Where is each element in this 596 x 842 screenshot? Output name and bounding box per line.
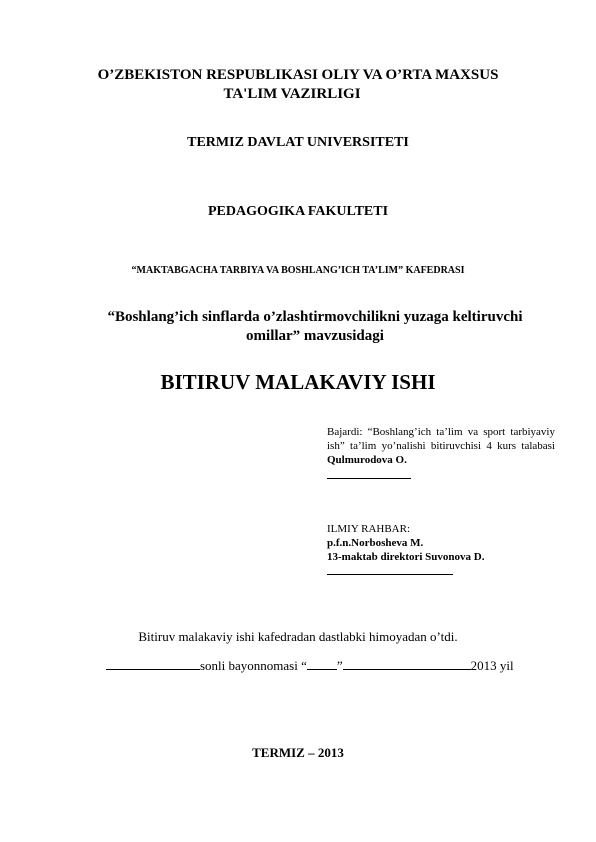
topic-line-1: “Boshlang’ich sinflarda o’zlashtirmovchilikni yuzaga keltiruvchi xyxy=(107,309,523,325)
department-name: “MAKTABGACHA TARBIYA VA BOSHLANG’ICH TA’LIM” KAFEDRASI xyxy=(131,265,465,276)
protocol-month-blank xyxy=(343,656,471,670)
footer-city-year: TERMIZ – 2013 xyxy=(252,745,344,760)
author-description: Bajardi: “Boshlang’ich ta’lim va sport tarbiyaviy ish” ta’lim yo’nalishi bitiruvchisi 4 kurs talabasi xyxy=(327,426,555,452)
thesis-title: BITIRUV MALAKAVIY ISHI xyxy=(160,370,436,394)
thesis-topic xyxy=(80,308,550,346)
topic-line-2: omillar” mavzusidagi xyxy=(246,328,384,344)
protocol-close-quote: ” xyxy=(336,658,343,673)
protocol-year: 2013 yil xyxy=(470,658,514,673)
author-signature-line xyxy=(327,468,411,479)
defense-statement: Bitiruv malakaviy ishi kafedradan dastlabki himoyadan o’tdi. xyxy=(138,629,458,644)
supervisor-heading: ILMIY RAHBAR: xyxy=(327,523,411,535)
supervisor-block xyxy=(327,522,555,575)
author-name: Qulmurodova O. xyxy=(327,454,407,466)
faculty-name: PEDAGOGIKA FAKULTETI xyxy=(207,204,389,219)
protocol-line xyxy=(106,656,514,674)
author-block xyxy=(327,425,555,479)
supervisor-name-2: 13-maktab direktori Suvonova D. xyxy=(327,551,485,563)
ministry-heading xyxy=(0,66,596,104)
protocol-number-blank xyxy=(106,656,200,670)
supervisor-signature-line xyxy=(327,565,453,575)
ministry-line-2: TA'LIM VAZIRLIGI xyxy=(223,86,361,102)
protocol-text: sonli bayonnomasi “ xyxy=(200,658,307,673)
university-name: TERMIZ DAVLAT UNIVERSITETI xyxy=(187,135,409,150)
supervisor-name-1: p.f.n.Norbosheva M. xyxy=(327,537,424,549)
protocol-day-blank xyxy=(307,656,337,670)
ministry-line-1: O’ZBEKISTON RESPUBLIKASI OLIY VA O’RTA MAXSUS xyxy=(97,67,499,83)
